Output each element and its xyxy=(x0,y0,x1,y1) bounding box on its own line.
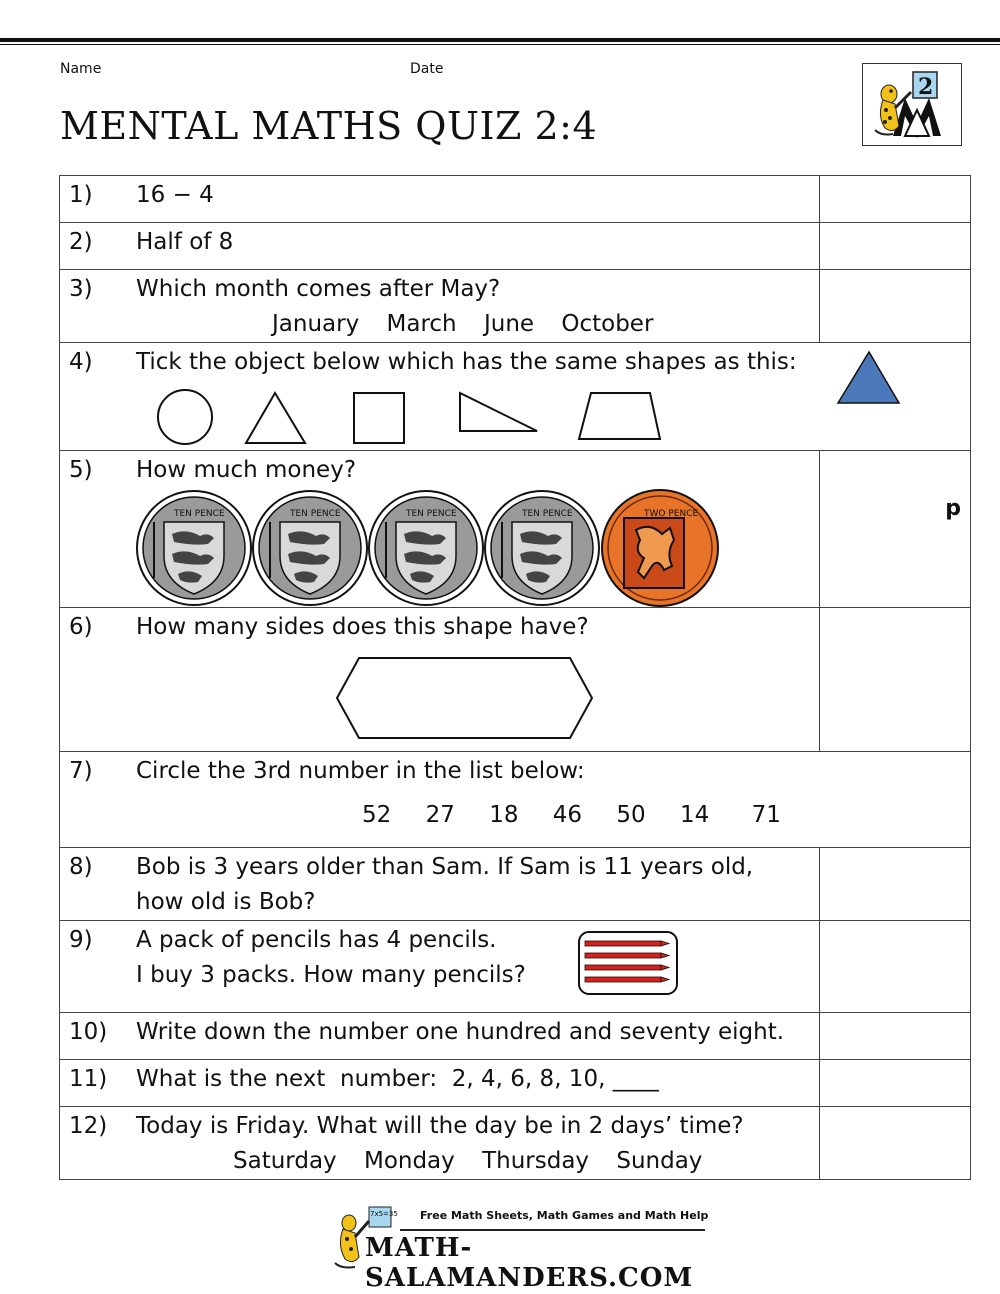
question-row xyxy=(60,343,971,451)
question-text: Today is Friday. What will the day be in 2 days’ time? xyxy=(136,1113,744,1139)
top-rule-thin xyxy=(0,44,1000,45)
answer-box[interactable] xyxy=(820,848,971,921)
answer-box[interactable] xyxy=(820,1013,971,1060)
question-text: Write down the number one hundred and seventy eight. xyxy=(136,1019,785,1045)
question-number: 11) xyxy=(69,1066,108,1092)
salamander-logo-icon xyxy=(863,64,961,145)
logo xyxy=(862,63,962,146)
answer-box[interactable] xyxy=(820,223,971,270)
list-number[interactable]: 71 xyxy=(751,802,781,828)
list-number[interactable]: 27 xyxy=(425,802,455,828)
question-text: Which month comes after May? xyxy=(136,276,501,302)
pencil-pack-icon xyxy=(577,930,679,996)
answer-box[interactable] xyxy=(820,608,971,752)
question-row xyxy=(60,1060,971,1107)
question-number: 6) xyxy=(69,614,93,640)
question-cell xyxy=(60,608,820,752)
option-june[interactable]: June xyxy=(483,311,535,337)
date-label: Date xyxy=(410,61,444,77)
question-text: Circle the 3rd number in the list below: xyxy=(136,758,585,784)
list-number[interactable]: 50 xyxy=(616,802,646,828)
option-thursday[interactable]: Thursday xyxy=(482,1148,590,1174)
option-october[interactable]: October xyxy=(561,311,654,337)
question-text: Tick the object below which has the same shapes as this: xyxy=(136,349,797,375)
top-rule xyxy=(0,38,1000,42)
question-text: What is the next number: 2, 4, 6, 8, 10, ____ xyxy=(136,1066,659,1092)
question-row xyxy=(60,608,971,752)
question-cell xyxy=(60,223,820,270)
question-row xyxy=(60,921,971,1013)
footer-brand[interactable]: MATH-SALAMANDERS.COM xyxy=(365,1233,694,1293)
shape-options xyxy=(155,385,675,447)
question-row xyxy=(60,1013,971,1060)
hexagon-icon xyxy=(334,655,596,741)
trapezoid-icon[interactable] xyxy=(579,393,660,439)
list-number[interactable]: 18 xyxy=(489,802,519,828)
question-text: Bob is 3 years older than Sam. If Sam is 11 years old, xyxy=(136,854,754,880)
question-text: A pack of pencils has 4 pencils. xyxy=(136,927,497,953)
coin-label: TEN PENCE xyxy=(174,509,225,519)
blue-triangle-icon xyxy=(834,349,904,409)
question-text-line2: I buy 3 packs. How many pencils? xyxy=(136,962,526,988)
question-number: 12) xyxy=(69,1113,108,1139)
month-options xyxy=(272,307,673,342)
question-cell xyxy=(60,848,820,921)
coin-label: TEN PENCE xyxy=(406,509,457,519)
question-number: 3) xyxy=(69,276,93,302)
triangle-icon[interactable] xyxy=(246,393,305,443)
question-cell xyxy=(60,176,820,223)
circle-icon[interactable] xyxy=(158,390,212,444)
right-triangle-icon[interactable] xyxy=(460,393,537,431)
page-title: MENTAL MATHS QUIZ 2:4 xyxy=(60,104,598,148)
question-text: How many sides does this shape have? xyxy=(136,614,589,640)
answer-box[interactable] xyxy=(820,176,971,223)
quiz-table xyxy=(59,175,971,1180)
question-row xyxy=(60,176,971,223)
question-row xyxy=(60,223,971,270)
footer-logo xyxy=(325,1205,715,1293)
question-cell xyxy=(60,343,971,451)
question-row xyxy=(60,451,971,608)
footer-badge: 7x5=35 xyxy=(370,1210,398,1218)
option-january[interactable]: January xyxy=(272,311,360,337)
list-number[interactable]: 52 xyxy=(362,802,392,828)
question-number: 10) xyxy=(69,1019,108,1045)
question-cell xyxy=(60,1107,820,1180)
coin-label: TWO PENCE xyxy=(644,509,699,519)
question-cell xyxy=(60,752,971,848)
list-number[interactable]: 14 xyxy=(679,802,710,828)
question-cell xyxy=(60,1013,820,1060)
footer-rule xyxy=(400,1229,705,1231)
coin-label: TEN PENCE xyxy=(522,509,573,519)
square-icon[interactable] xyxy=(354,393,404,443)
question-number: 8) xyxy=(69,854,93,880)
answer-box[interactable] xyxy=(820,921,971,1013)
question-text: How much money? xyxy=(136,457,357,483)
coin-label: TEN PENCE xyxy=(290,509,341,519)
answer-box[interactable] xyxy=(820,270,971,343)
question-number: 9) xyxy=(69,927,93,953)
answer-box[interactable] xyxy=(820,1060,971,1107)
option-sunday[interactable]: Sunday xyxy=(616,1148,703,1174)
question-cell xyxy=(60,921,820,1013)
two-pence-coin-icon xyxy=(602,490,718,606)
answer-box[interactable] xyxy=(820,1107,971,1180)
day-options xyxy=(233,1144,722,1179)
question-number: 1) xyxy=(69,182,93,208)
name-label: Name xyxy=(60,61,102,77)
option-saturday[interactable]: Saturday xyxy=(233,1148,337,1174)
question-row xyxy=(60,752,971,848)
question-text: Half of 8 xyxy=(136,229,234,255)
question-cell xyxy=(60,451,820,608)
footer-tagline: Free Math Sheets, Math Games and Math Help xyxy=(420,1209,709,1222)
question-row xyxy=(60,1107,971,1180)
question-cell xyxy=(60,270,820,343)
coins xyxy=(136,489,726,607)
answer-box[interactable] xyxy=(820,451,971,608)
question-number: 4) xyxy=(69,349,93,375)
question-text-line2: how old is Bob? xyxy=(136,889,316,915)
question-cell xyxy=(60,1060,820,1107)
question-number: 5) xyxy=(69,457,93,483)
logo-digit: 2 xyxy=(918,74,934,100)
number-list xyxy=(362,798,808,833)
question-number: 7) xyxy=(69,758,93,784)
list-number[interactable]: 46 xyxy=(552,802,583,828)
question-row xyxy=(60,848,971,921)
question-text: 16 − 4 xyxy=(136,182,214,208)
option-monday[interactable]: Monday xyxy=(363,1148,455,1174)
question-number: 2) xyxy=(69,229,93,255)
question-row xyxy=(60,270,971,343)
pence-unit: p xyxy=(945,496,961,521)
option-march[interactable]: March xyxy=(386,311,457,337)
